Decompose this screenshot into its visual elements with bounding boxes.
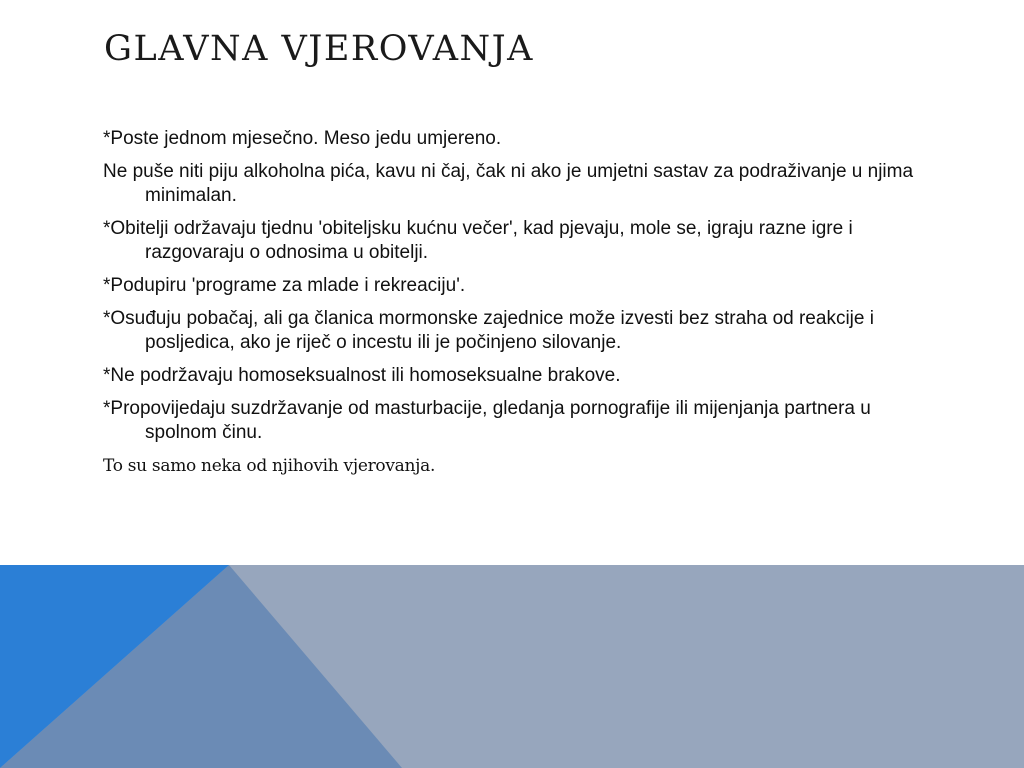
bullet-item: *Osuđuju pobačaj, ali ga članica mormonske zajednice može izvesti bez straha od reakcije i posljedica, ako je riječ o incestu ili je počinjeno silovanje. — [103, 308, 874, 353]
bullet-item: *Podupiru 'programe za mlade i rekreaciju'. — [103, 275, 466, 296]
bullet-item: *Poste jednom mjesečno. Meso jedu umjereno. — [103, 128, 502, 149]
bullet-item: *Ne podržavaju homoseksualnost ili homoseksualne brakove. — [103, 365, 621, 386]
footer-shapes — [0, 565, 1024, 768]
bullet-item: *Obitelji održavaju tjednu 'obiteljsku kućnu večer', kad pjevaju, mole se, igraju razne igre i razgovaraju o odnosima u obitelji. — [103, 218, 853, 263]
bullet-item: Ne puše niti piju alkoholna pića, kavu ni čaj, čak ni ako je umjetni sastav za podraživanje u njima minimalan. — [103, 161, 914, 206]
decorative-footer-band — [0, 565, 1024, 768]
bullet-item: *Propovijedaju suzdržavanje od masturbacije, gledanja pornografije ili mijenjanja partnera u spolnom činu. — [103, 398, 871, 443]
slide-content — [103, 127, 923, 478]
closing-note: To su samo neka od njihovih vjerovanja. — [103, 456, 436, 476]
slide-title: GLAVNA VJEROVANJA — [104, 29, 534, 69]
